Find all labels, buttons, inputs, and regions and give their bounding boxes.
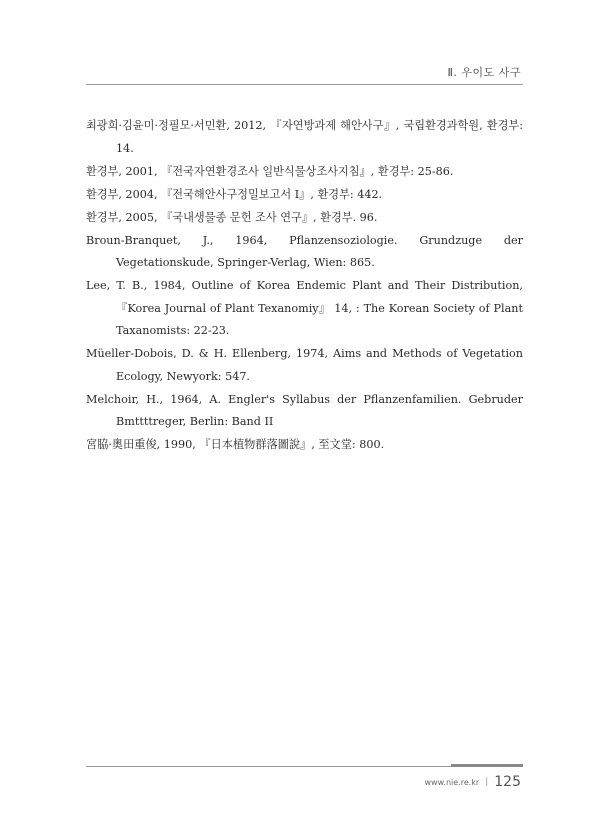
page-header <box>86 62 523 85</box>
reference-item: 환경부, 2001, 『전국자연환경조사 일반식물상조사지침』, 환경부: 25-86. <box>86 164 454 178</box>
page-footer <box>425 772 521 792</box>
reference-item: 宮脇·奧田重俊, 1990, 『日本植物群落圖說』, 至文堂: 800. <box>86 438 385 451</box>
reference-item: 최광희·김윤미·정필모·서민환, 2012, 『자연방과제 해안사구』, 국립환경과학원, 환경부: 14. <box>86 119 523 155</box>
reference-item: Lee, T. B., 1984, Outline of Korea Endemic Plant and Their Distribution, 『Korea Journal of Plant Texanomiy』 14, : The Korean Society of Plant Taxanomists: 22-23. <box>86 279 523 337</box>
reference-item: 환경부, 2004, 『전국해안사구정밀보고서 I』, 환경부: 442. <box>86 187 383 201</box>
footer-separator: | <box>485 777 489 787</box>
reference-item: Müeller-Dobois, D. & H. Ellenberg, 1974, Aims and Methods of Vegetation Ecology, Newyork: 547. <box>86 347 523 383</box>
page-number: 125 <box>494 774 521 790</box>
reference-item: Broun-Branquet, J., 1964, Pflanzensoziologie. Grundzuge der Vegetationskude, Springer-Verlag, Wien: 865. <box>86 233 523 269</box>
footer-accent-bar <box>451 764 523 767</box>
footer-url: www.nie.re.kr <box>424 777 480 787</box>
reference-item: 환경부, 2005, 『국내생물종 문헌 조사 연구』, 환경부. 96. <box>86 210 378 224</box>
reference-list <box>86 115 523 457</box>
section-title: Ⅱ. 우이도 사구 <box>447 66 521 79</box>
reference-item: Melchoir, H., 1964, A. Engler's Syllabus der Pflanzenfamilien. Gebruder Bmttttreger, Berlin: Band II <box>86 392 523 428</box>
